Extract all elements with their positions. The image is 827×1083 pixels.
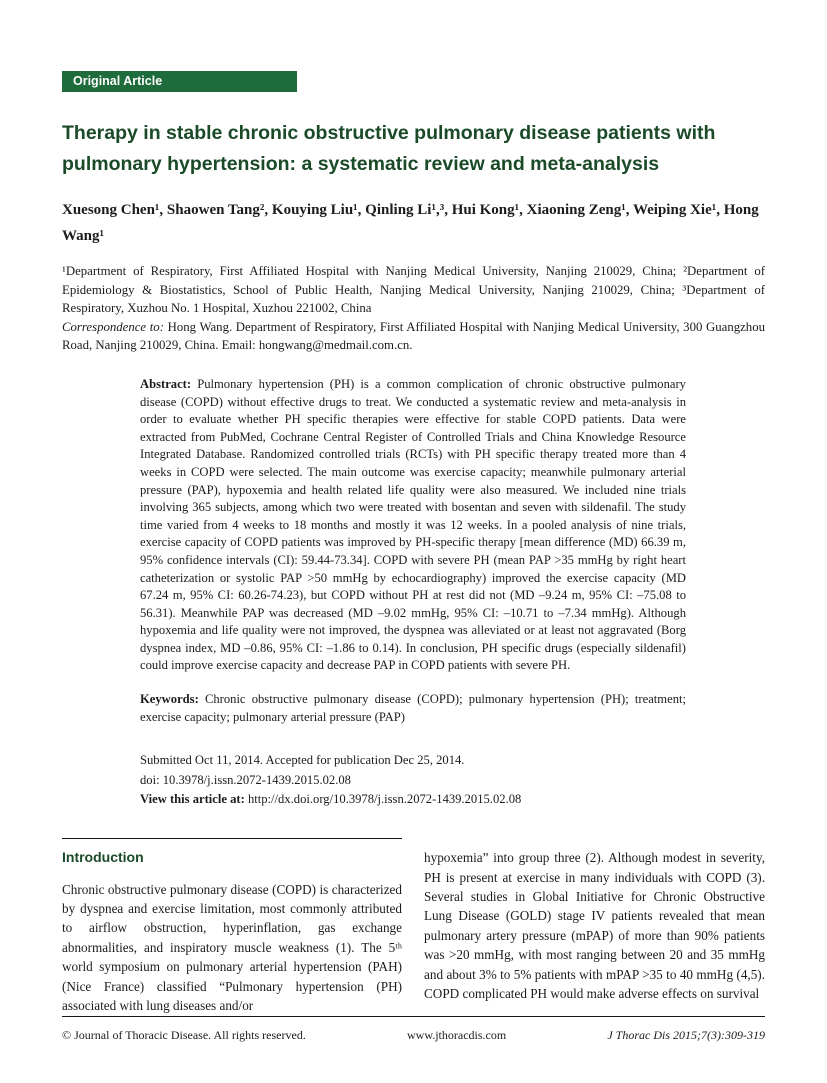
article-url[interactable]: http://dx.doi.org/10.3978/j.issn.2072-1439.2015.02.08 bbox=[247, 791, 522, 806]
article-meta bbox=[140, 751, 686, 809]
keywords bbox=[140, 691, 686, 726]
section-heading-introduction: Introduction bbox=[62, 838, 402, 867]
footer-copyright: © Journal of Thoracic Disease. All rights reserved. bbox=[62, 1028, 306, 1042]
author-list: Xuesong Chen¹, Shaowen Tang², Kouying Liu¹, Qinling Li¹,³, Hui Kong¹, Xiaoning Zeng¹, Weiping Xie¹, Hong Wang¹ bbox=[62, 202, 759, 244]
abstract bbox=[140, 376, 686, 675]
footer-citation: J Thorac Dis 2015;7(3):309-319 bbox=[607, 1028, 765, 1042]
page-footer bbox=[62, 1016, 765, 1043]
paper-title: Therapy in stable chronic obstructive pulmonary disease patients with pulmonary hypertension: a systematic review and meta-analysis bbox=[62, 122, 716, 175]
correspondence-label: Correspondence to: bbox=[62, 319, 164, 334]
introduction-paragraph-right: hypoxemia” into group three (2). Although modest in severity, PH is present at exercise in many individuals with COPD (3). Several studies in Global Initiative for Chronic Obstructive Lung Disease (GOLD) stage IV patients revealed that mean pulmonary artery pressure (mPAP) of more than 90% patients was >20 mmHg, with most ranging between 20 and 35 mmHg and about 3% to 5% patients with mPAP >35 to 40 mmHg (4,5). COPD complicated PH would make adverse effects on survival bbox=[424, 850, 765, 1001]
view-article-label: View this article at: bbox=[140, 791, 245, 806]
body-left-column bbox=[62, 838, 402, 1015]
submission-dates: Submitted Oct 11, 2014. Accepted for publication Dec 25, 2014. bbox=[140, 753, 465, 768]
affiliations: ¹Department of Respiratory, First Affiliated Hospital with Nanjing Medical University, Nanjing 210029, China; ²Department of Epidemiology & Biostatistics, School of Public Health, Nanjing Medical University, Nanjing 210029, China; ³Department of Respiratory, Xuzhou No. 1 Hospital, Xuzhou 221002, China bbox=[62, 264, 765, 316]
abstract-text: Pulmonary hypertension (PH) is a common complication of chronic obstructive pulmonary disease (COPD) without effective drugs to treat. We conducted a systematic review and meta-analysis in order to evaluate whether PH specific therapies were effective for stable COPD patients. Data were extracted from PubMed, Cochrane Central Register of Controlled Trials and China Knowledge Resource Integrated Database. Randomized controlled trials (RCTs) with PH specific therapy treated more than 4 weeks in COPD were selected. The main outcome was exercise capacity; meanwhile pulmonary arterial pressure (PAP), hypoxemia and health related life quality were also measured. We included nine trials involving 365 subjects, among which two were treated with bosentan and seven with sildenafil. The study time varied from 4 weeks to 18 months and mostly it was 12 weeks. In a pooled analysis of nine trials, exercise capacity of COPD patients was improved by PH-specific therapy [mean difference (MD) 66.39 m, 95% confidence intervals (CI): 59.44-73.34]. COPD with severe PH (mean PAP >35 mmHg by right heart catheterization or systolic PAP >50 mmHg by echocardiography) improved the exercise capacity (MD 67.24 m, 95% CI: 60.26-74.23), but COPD without PH at rest did not (MD –9.24 m, 95% CI: –75.08 to 56.31). Meanwhile PAP was decreased (MD –9.02 mmHg, 95% CI: –10.71 to –7.34 mmHg). Although hypoxemia and life quality were not improved, the dyspnea was alleviated or at least not aggravated (Borg dyspnea index, MD –0.86, 95% CI: –1.86 to 0.14). In conclusion, PH specific drugs (especially sildenafil) could improve exercise capacity and decrease PAP in COPD patients with severe PH. bbox=[140, 376, 686, 673]
abstract-label: Abstract: bbox=[140, 376, 192, 391]
doi: doi: 10.3978/j.issn.2072-1439.2015.02.08 bbox=[140, 772, 351, 787]
footer-website[interactable]: www.jthoracdis.com bbox=[406, 1028, 507, 1042]
keywords-label: Keywords: bbox=[140, 692, 199, 707]
article-type-badge: Original Article bbox=[62, 71, 297, 92]
keywords-text: Chronic obstructive pulmonary disease (COPD); pulmonary hypertension (PH); treatment; exercise capacity; pulmonary arterial pressure (PAP) bbox=[140, 692, 686, 724]
correspondence-text[interactable]: Hong Wang. Department of Respiratory, First Affiliated Hospital with Nanjing Medical University, 300 Guangzhou Road, Nanjing 210029, China. Email: hongwang@medmail.com.cn. bbox=[62, 319, 766, 353]
body-columns bbox=[62, 838, 765, 1015]
front-matter-block bbox=[140, 376, 686, 809]
introduction-paragraph-left: Chronic obstructive pulmonary disease (COPD) is characterized by dyspnea and exercise limitation, most commonly attributed to airflow obstruction, hyperinflation, gas exchange abnormalities, and inspiratory muscle weakness (1). The 5ᵗʰ world symposium on pulmonary arterial hypertension (PAH) (Nice France) classified “Pulmonary hypertension (PH) associated with lung diseases and/or bbox=[62, 881, 402, 1013]
view-article-line bbox=[140, 790, 686, 809]
correspondence bbox=[62, 318, 765, 355]
body-right-column bbox=[424, 838, 765, 1015]
